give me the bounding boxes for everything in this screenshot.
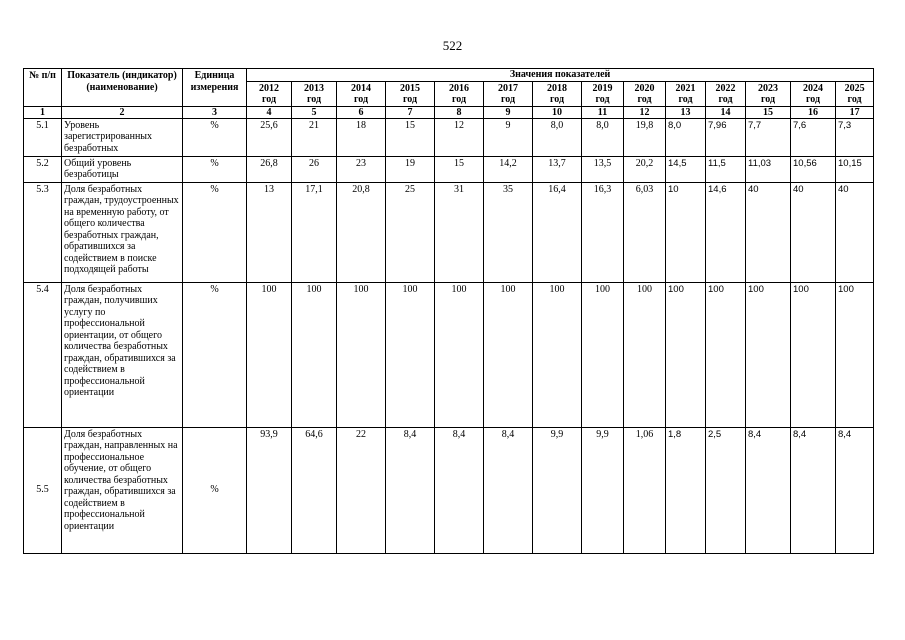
header-year-value: 2014 — [351, 82, 371, 94]
header-year-2023 — [746, 81, 791, 106]
value-cell: 100 — [435, 282, 484, 427]
value-cell: 100 — [666, 282, 706, 427]
header-year-2022 — [706, 81, 746, 106]
value-cell: 100 — [386, 282, 435, 427]
header-num: № п/п — [24, 69, 62, 107]
value-cell: 15 — [435, 156, 484, 182]
value-cell: 13 — [247, 182, 292, 282]
header-year-value: 2015 — [400, 82, 420, 94]
header-year-suffix: год — [500, 93, 516, 105]
unit-cell: % — [183, 118, 247, 156]
value-cell: 100 — [247, 282, 292, 427]
header-row-1 — [24, 69, 874, 82]
value-cell: 100 — [706, 282, 746, 427]
value-cell: 13,5 — [582, 156, 624, 182]
value-cell: 100 — [791, 282, 836, 427]
column-number: 5 — [292, 106, 337, 118]
value-cell: 100 — [746, 282, 791, 427]
unit-cell: % — [183, 282, 247, 427]
table-row — [24, 427, 874, 553]
value-cell: 26,8 — [247, 156, 292, 182]
row-number: 5.2 — [24, 156, 62, 182]
header-year-value: 2019 — [592, 82, 613, 94]
value-cell: 17,1 — [292, 182, 337, 282]
row-number: 5.1 — [24, 118, 62, 156]
value-cell: 100 — [484, 282, 533, 427]
indicators-table — [23, 68, 874, 554]
column-number: 15 — [746, 106, 791, 118]
value-cell: 8,4 — [386, 427, 435, 553]
column-number: 3 — [183, 106, 247, 118]
value-cell: 1,06 — [624, 427, 666, 553]
value-cell: 31 — [435, 182, 484, 282]
value-cell: 8,0 — [533, 118, 582, 156]
header-year-suffix: год — [549, 93, 565, 105]
unit-cell: % — [183, 156, 247, 182]
value-cell: 100 — [836, 282, 874, 427]
value-cell: 64,6 — [292, 427, 337, 553]
value-cell: 8,4 — [435, 427, 484, 553]
value-cell: 100 — [624, 282, 666, 427]
value-cell: 8,4 — [746, 427, 791, 553]
column-number: 16 — [791, 106, 836, 118]
header-year-value: 2013 — [304, 82, 324, 94]
column-number: 11 — [582, 106, 624, 118]
value-cell: 8,4 — [791, 427, 836, 553]
header-year-value: 2025 — [844, 82, 865, 94]
header-year-value: 2023 — [758, 82, 778, 94]
header-year-value: 2022 — [715, 82, 736, 94]
value-cell: 14,2 — [484, 156, 533, 182]
column-number: 2 — [62, 106, 183, 118]
value-cell: 14,6 — [706, 182, 746, 282]
value-cell: 7,3 — [836, 118, 874, 156]
indicator-name: Доля безработных граждан, направленных на профессиональное обучение, от общего количества безработных граждан, обратившихся за содействием в профессиональной ориентации — [62, 427, 183, 553]
table-row — [24, 118, 874, 156]
header-year-suffix: год — [261, 93, 277, 105]
row-number: 5.4 — [24, 282, 62, 427]
value-cell: 10,56 — [791, 156, 836, 182]
header-year-suffix: год — [353, 93, 369, 105]
value-cell: 9,9 — [533, 427, 582, 553]
value-cell: 25,6 — [247, 118, 292, 156]
header-year-value: 2017 — [498, 82, 518, 94]
value-cell: 7,96 — [706, 118, 746, 156]
value-cell: 21 — [292, 118, 337, 156]
value-cell: 15 — [386, 118, 435, 156]
indicator-name: Доля безработных граждан, трудоустроенных на временную работу, от общего количества безработных граждан, обратившихся за содействием в поиске подходящей работы — [62, 182, 183, 282]
value-cell: 9 — [484, 118, 533, 156]
column-number: 8 — [435, 106, 484, 118]
header-year-suffix: год — [718, 93, 733, 105]
value-cell: 100 — [533, 282, 582, 427]
value-cell: 100 — [337, 282, 386, 427]
value-cell: 11,03 — [746, 156, 791, 182]
header-year-2021 — [666, 81, 706, 106]
unit-cell: % — [183, 182, 247, 282]
value-cell: 18 — [337, 118, 386, 156]
value-cell: 11,5 — [706, 156, 746, 182]
value-cell: 8,4 — [836, 427, 874, 553]
value-cell: 22 — [337, 427, 386, 553]
header-year-suffix: год — [805, 93, 821, 105]
value-cell: 7,6 — [791, 118, 836, 156]
header-name: Показатель (индикатор) (наименование) — [62, 69, 183, 107]
value-cell: 100 — [582, 282, 624, 427]
row-number: 5.5 — [24, 427, 62, 553]
header-year-2012 — [247, 81, 292, 106]
header-year-value: 2024 — [803, 82, 823, 94]
column-number: 1 — [24, 106, 62, 118]
value-cell: 20,2 — [624, 156, 666, 182]
header-year-2014 — [337, 81, 386, 106]
value-cell: 8,4 — [484, 427, 533, 553]
value-cell: 40 — [836, 182, 874, 282]
value-cell: 8,0 — [666, 118, 706, 156]
header-year-value: 2016 — [449, 82, 469, 94]
column-number: 14 — [706, 106, 746, 118]
header-year-value: 2021 — [675, 82, 696, 94]
header-year-value: 2018 — [547, 82, 567, 94]
header-year-2020 — [624, 81, 666, 106]
value-cell: 20,8 — [337, 182, 386, 282]
header-year-2013 — [292, 81, 337, 106]
value-cell: 9,9 — [582, 427, 624, 553]
header-year-value: 2012 — [259, 82, 279, 94]
header-unit: Единица измерения — [183, 69, 247, 107]
header-year-suffix: год — [678, 93, 693, 105]
header-values-group: Значения показателей — [247, 69, 874, 82]
value-cell: 10,15 — [836, 156, 874, 182]
header-year-suffix: год — [402, 93, 418, 105]
unit-cell: % — [183, 427, 247, 553]
column-number: 17 — [836, 106, 874, 118]
page-number: 522 — [442, 38, 463, 53]
header-year-2024 — [791, 81, 836, 106]
value-cell: 16,3 — [582, 182, 624, 282]
column-number: 7 — [386, 106, 435, 118]
column-number: 4 — [247, 106, 292, 118]
column-number: 9 — [484, 106, 533, 118]
indicator-name: Общий уровень безработицы — [62, 156, 183, 182]
value-cell: 6,03 — [624, 182, 666, 282]
header-year-suffix: год — [451, 93, 467, 105]
value-cell: 19 — [386, 156, 435, 182]
value-cell: 93,9 — [247, 427, 292, 553]
header-year-suffix: год — [847, 93, 862, 105]
header-year-2016 — [435, 81, 484, 106]
value-cell: 35 — [484, 182, 533, 282]
row-number: 5.3 — [24, 182, 62, 282]
column-number: 10 — [533, 106, 582, 118]
value-cell: 25 — [386, 182, 435, 282]
header-year-suffix: год — [760, 93, 776, 105]
value-cell: 7,7 — [746, 118, 791, 156]
table-row — [24, 282, 874, 427]
value-cell: 26 — [292, 156, 337, 182]
value-cell: 19,8 — [624, 118, 666, 156]
header-year-2025 — [836, 81, 874, 106]
header-year-suffix: год — [306, 93, 322, 105]
value-cell: 1,8 — [666, 427, 706, 553]
header-year-suffix: год — [637, 93, 652, 105]
value-cell: 8,0 — [582, 118, 624, 156]
value-cell: 10 — [666, 182, 706, 282]
value-cell: 23 — [337, 156, 386, 182]
value-cell: 100 — [292, 282, 337, 427]
value-cell: 40 — [791, 182, 836, 282]
header-year-2017 — [484, 81, 533, 106]
indicator-name: Доля безработных граждан, получивших услугу по профессиональной ориентации, от общего количества безработных граждан, обратившихся за содействием в профессиональной ориентации — [62, 282, 183, 427]
header-year-value: 2020 — [634, 82, 655, 94]
value-cell: 12 — [435, 118, 484, 156]
column-number: 13 — [666, 106, 706, 118]
column-numbers-row — [24, 106, 874, 118]
value-cell: 14,5 — [666, 156, 706, 182]
column-number: 12 — [624, 106, 666, 118]
value-cell: 2,5 — [706, 427, 746, 553]
value-cell: 16,4 — [533, 182, 582, 282]
value-cell: 13,7 — [533, 156, 582, 182]
indicator-name: Уровень зарегистрированных безработных — [62, 118, 183, 156]
column-number: 6 — [337, 106, 386, 118]
table-row — [24, 156, 874, 182]
header-year-suffix: год — [595, 93, 610, 105]
value-cell: 40 — [746, 182, 791, 282]
header-year-2019 — [582, 81, 624, 106]
table-row — [24, 182, 874, 282]
header-year-2018 — [533, 81, 582, 106]
header-year-2015 — [386, 81, 435, 106]
